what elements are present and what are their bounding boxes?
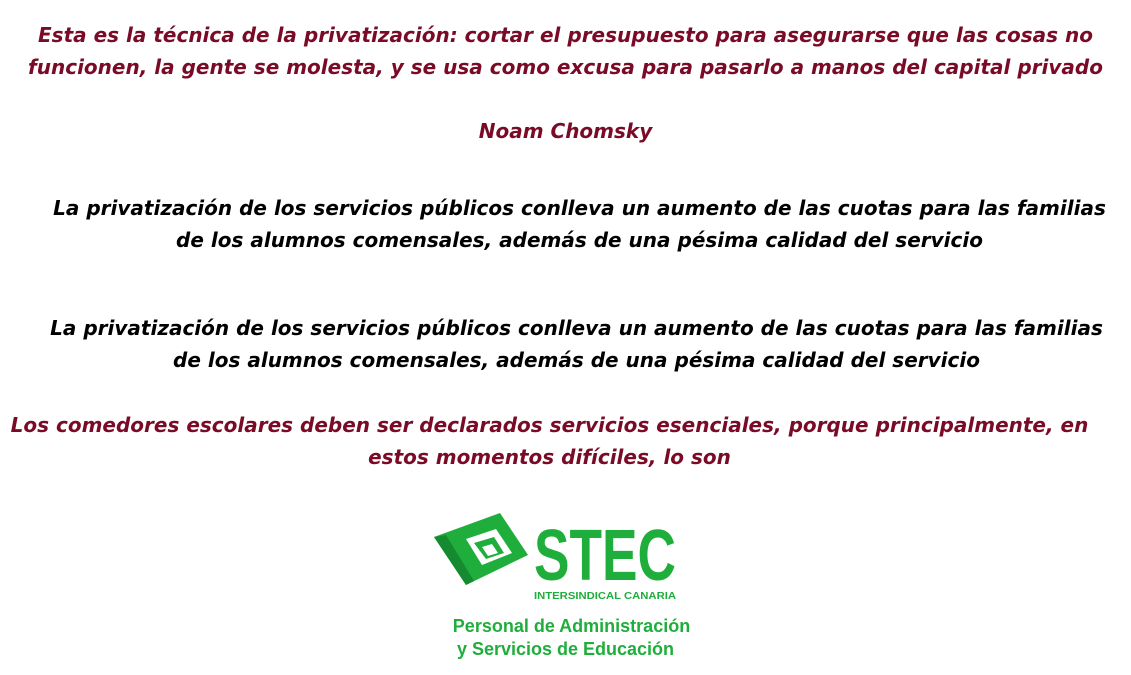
closing-statement (0, 409, 1115, 473)
closing-line-2: estos momentos difíciles, lo son (368, 445, 731, 469)
paragraph-1-line-1: La privatización de los servicios públicos conlleva un aumento de las cuotas para las familias (53, 196, 1106, 220)
paragraph-1-line-2: de los alumnos comensales, además de una pésima calidad del servicio (176, 228, 983, 252)
paragraph-2-line-1: La privatización de los servicios públicos conlleva un aumento de las cuotas para las familias (50, 316, 1103, 340)
quote-line-1: Esta es la técnica de la privatización: cortar el presupuesto para asegurarse que las cosas no (38, 23, 1093, 47)
closing-line-1: Los comedores escolares deben ser declarados servicios esenciales, porque principalmente, en (10, 413, 1089, 437)
chomsky-quote (0, 19, 1131, 83)
paragraph-privatization-2 (11, 312, 1131, 376)
department-line-1: Personal de Administración (452, 616, 691, 636)
department-caption (0, 615, 1131, 661)
paragraph-privatization-1 (14, 192, 1131, 256)
department-line-2: y Servicios de Educación (456, 639, 675, 659)
paragraph-2-line-2: de los alumnos comensales, además de una pésima calidad del servicio (173, 348, 980, 372)
quote-author: Noam Chomsky (478, 119, 653, 143)
logo-tagline: INTERSINDICAL CANARIA (534, 591, 676, 602)
logo-name: STEC (534, 516, 676, 596)
stec-logo (416, 495, 696, 607)
quote-line-2: funcionen, la gente se molesta, y se usa como excusa para pasarlo a manos del capital privado (28, 55, 1103, 79)
